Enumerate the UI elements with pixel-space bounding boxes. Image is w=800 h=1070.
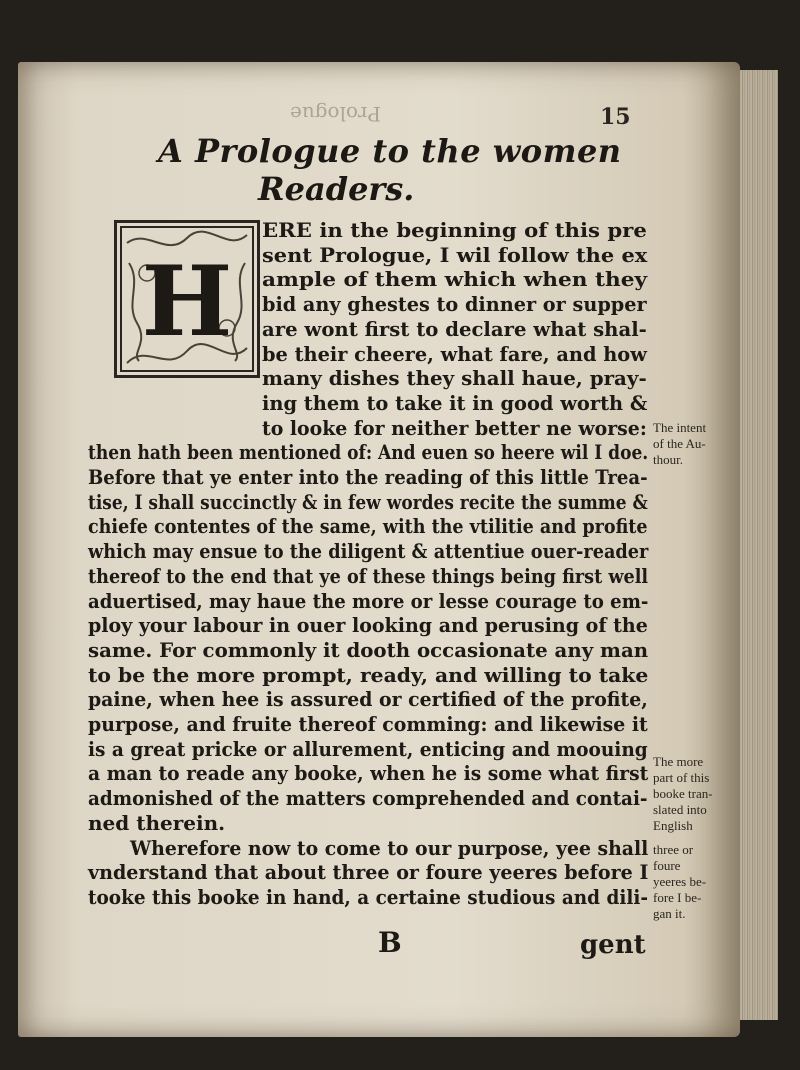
text-line: admonished of the matters comprehended and contai- xyxy=(88,786,648,811)
margin-note-line: English xyxy=(653,818,693,833)
margin-note-line: fore I be- xyxy=(653,890,702,905)
text-line: Before that ye enter into the reading of this little Trea- xyxy=(88,465,648,489)
text-line: thereof to the end that ye of these things being first well xyxy=(88,563,649,588)
text-line: which may ensue to the diligent & attentiue ouer-reader xyxy=(88,539,649,564)
text-line: ned therein. xyxy=(88,810,226,835)
title-line-1: A Prologue to the women xyxy=(158,132,622,170)
text-line: tise, I shall succinctly & in few wordes recite the summe & xyxy=(88,489,648,514)
signature-mark: B xyxy=(378,926,402,959)
text-line: purpose, and fruite thereof comming: and likewise it xyxy=(88,712,648,736)
text-line: same. For commonly it dooth occasionate any man xyxy=(88,637,649,662)
page-edges xyxy=(738,70,778,1020)
svg-text:H: H xyxy=(141,245,233,358)
decorated-initial xyxy=(114,220,260,378)
margin-note-line: of the Au- xyxy=(653,436,706,451)
catchword: gent xyxy=(580,930,646,960)
text-line: then hath been mentioned of: And euen so heere wil I doe. xyxy=(88,440,649,465)
text-line: chiefe contentes of the same, with the vtilitie and profite xyxy=(88,514,648,539)
floral-initial-icon xyxy=(117,223,257,375)
margin-note-line: foure xyxy=(653,858,681,873)
text-line: ing them to take it in good worth & xyxy=(262,390,648,415)
running-head-bleed: Prologue xyxy=(290,102,382,126)
margin-note-line: part of this xyxy=(653,770,710,785)
margin-note-line: The more xyxy=(653,754,704,769)
margin-note-line: booke tran- xyxy=(653,786,713,801)
text-line: sent Prologue, I wil follow the ex xyxy=(262,242,648,267)
text-line: to be the more prompt, ready, and willing to take xyxy=(88,662,649,687)
folio-number: 15 xyxy=(600,104,631,130)
margin-note-line: thour. xyxy=(653,452,683,467)
margin-note-line: gan it. xyxy=(653,906,686,921)
title-line-2: Readers. xyxy=(258,170,415,208)
text-line: Wherefore now to come to our purpose, yee shall xyxy=(130,835,649,860)
text-line: ploy your labour in ouer looking and perusing of the xyxy=(88,613,648,638)
margin-note-line: The intent xyxy=(653,420,707,435)
margin-note-line: three or xyxy=(653,842,694,857)
text-line: is a great pricke or allurement, enticing and moouing xyxy=(88,736,648,761)
text-line: vnderstand that about three or foure yeeres before I xyxy=(88,860,649,885)
text-line: aduertised, may haue the more or lesse courage to em- xyxy=(88,588,649,613)
margin-note-line: yeeres be- xyxy=(653,874,707,889)
text-line: tooke this booke in hand, a certaine studious and dili- xyxy=(88,884,648,909)
text-line: many dishes they shall haue, pray- xyxy=(262,366,647,391)
margin-note-line: slated into xyxy=(653,802,707,817)
text-line: paine, when hee is assured or certified of the profite, xyxy=(88,687,648,712)
text-line: be their cheere, what fare, and how xyxy=(262,341,647,366)
text-line: to looke for neither better ne worse: xyxy=(262,415,647,440)
text-line: bid any ghestes to dinner or supper xyxy=(262,292,647,317)
text-line: ERE in the beginning of this pre xyxy=(262,218,647,242)
text-line: a man to reade any booke, when he is some what first xyxy=(88,761,649,786)
text-line: ample of them which when they xyxy=(262,267,648,292)
text-line: are wont first to declare what shal- xyxy=(262,316,647,341)
